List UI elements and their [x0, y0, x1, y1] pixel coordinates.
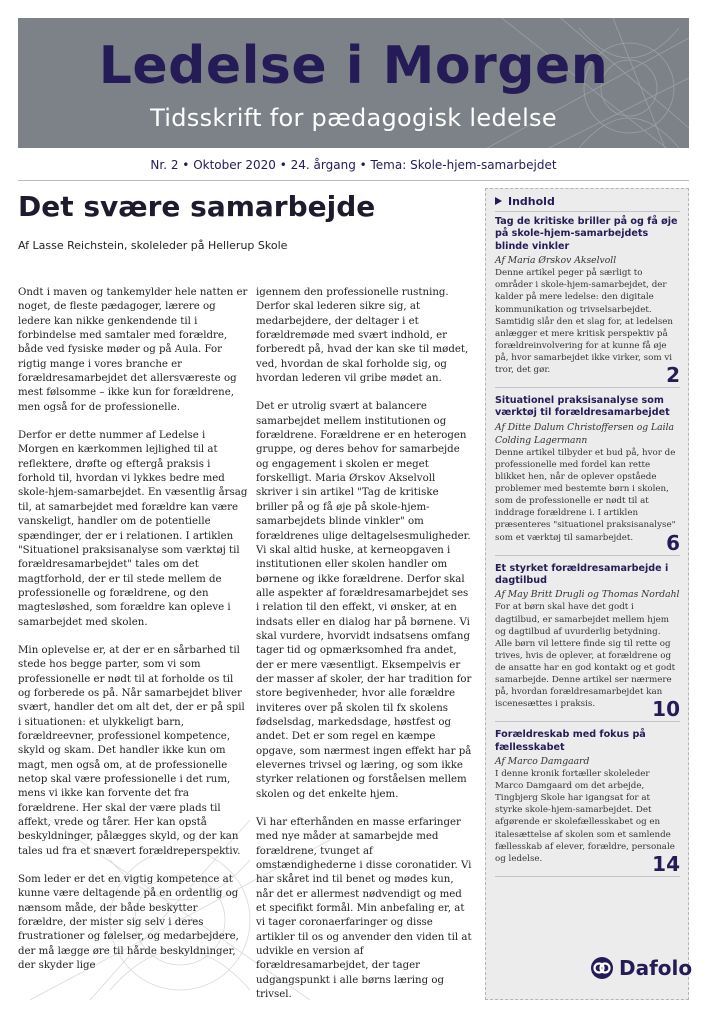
toc-item-page-number: 2 [666, 363, 680, 388]
toc-item[interactable] [495, 216, 680, 388]
article-paragraph: Vi har efterhånden en masse erfaringer med nye måder at samarbejde med forældrene, tvunget af omstændighederne i disse coronatider. Vi har skåret ind til benet og mødes kun, når det er allermest nødvendigt og med et specifikt formål. Min anbefaling er, at vi tager coronaerfaringer og disse artikler til os og anvender den viden til at udvikle en version af forældresamarbejdet, der tager udgangspunkt i alle børns læring og trivsel. [256, 817, 472, 1001]
toc-item-description: For at børn skal have det godt i dagtilbud, er samarbejdet mellem hjem og dagtilbud af uvurderlig betydning. Alle børn vil lettere finde sig til rette og trives, hvis de oplever, at forældrene og de ansatte har en god kontakt og et godt samarbejde. Denne artikel ser nærmere på, hvordan forældresamarbejdet kan iscenesættes i praksis. [495, 602, 676, 710]
article-column-1 [18, 286, 248, 987]
header-divider [18, 180, 689, 181]
toc-item-page-number: 6 [666, 530, 680, 555]
magazine-subtitle: Tidsskrift for pædagogisk ledelse [150, 104, 557, 132]
contents-heading [495, 195, 680, 212]
toc-item-title: Forældreskab med fokus på fællesskabet [495, 729, 646, 753]
toc-item-author: Af Maria Ørskov Akselvoll [495, 255, 617, 267]
toc-item-title: Tag de kritiske briller på og få øje på skole-hjem-samarbejdets blinde vinkler [495, 216, 678, 252]
toc-item[interactable] [495, 729, 680, 877]
toc-item-author: Af May Britt Drugli og Thomas Nordahl [495, 589, 680, 601]
dafolo-logo-icon [590, 956, 614, 980]
article-paragraph: Ondt i maven og tankemylder hele natten er noget, de fleste pædagoger, lærere og ledere kan nikke genkendende til i forbindelse med samtaler med forældre, både ved fysiske møder og på Aula. For rigtig mange i vores branche er forældresamarbejdet det allersværeste og mest følsomme – ikke kun for forældrene, men også for de professionelle. [18, 287, 248, 413]
article-column-2 [256, 286, 472, 1017]
article-paragraph: igennem den professionelle rustning. Derfor skal lederen sikre sig, at medarbejdere, der deltager i et forældremøde med svært indhold, er forberedt på, hvad der kan ske til mødet, ved, hvordan de skal forholde sig, og hvordan lederen vil gribe mødet an. [256, 287, 469, 385]
contents-sidebar [485, 188, 689, 1000]
issue-line: Nr. 2 • Oktober 2020 • 24. årgang • Tema: Skole-hjem-samarbejdet [150, 158, 557, 172]
toc-item-page-number: 14 [652, 851, 680, 876]
toc-item-author: Af Ditte Dalum Christoffersen og Laila Colding Lagermann [495, 421, 674, 446]
toc-item-description: Denne artikel peger på særligt to områder i skole-hjem-samarbejdet, der kalder på mere ledelse: den digitale kommunikation og trivselsarbejdet. Samtidig slår den et slag for, at ledelsen anlægger et mere kritisk perspektiv på forældreinvolvering for at kunne få øje på, hvor samarbejdet ikke virker, som vi tror, det gør. [495, 268, 674, 375]
toc-item[interactable] [495, 563, 680, 723]
masthead [18, 18, 689, 148]
contents-heading-label: Indhold [508, 195, 555, 208]
article-paragraph: Derfor er dette nummer af Ledelse i Morgen en kærkommen lejlighed til at reflektere, drøfte og eftergå praksis i forhold til, hvordan vi lykkes bedre med skole-hjem-samarbejdet. En væsentlig årsag til, at samarbejdet med forældre kan være vanskeligt, handler om de potentielle spændinger, der er i relationen. I artiklen "Situationel praksisanalyse som værktøj til forældresamarbejdet" tales om det magtforhold, der er til stede mellem de professionelle og forældrene, og den magtesløshed, som forældre kan opleve i samarbejdet med skolen. [18, 430, 248, 628]
article-paragraph: Min oplevelse er, at der er en sårbarhed til stede hos begge parter, som vi som professionelle er nødt til at forholde os til og forberede os på. Når samarbejdet bliver svært, handler det om alt det, der er på spil i situationen: et ulykkeligt barn, forældreevner, professionel kompetence, skyld og skam. Det handler ikke kun om magt, men også om, at de professionelle netop skal være professionelle i det rum, mens vi ikke kan forvente det fra forældrene. Her skal der være plads til affekt, vrede og tårer. Her kan opstå beskyldninger, pålægges skyld, og der kan tales ud fra et snævert forældreperspektiv. [18, 644, 245, 857]
toc-item-title: Et styrket forældresamarbejde i dagtilbud [495, 562, 669, 587]
toc-item-description: I denne kronik fortæller skoleleder Marco Damgaard om det arbejde, Tingbjerg Skole har igangsat for at styrke skole-hjem-samarbejdet. Det afgørende er skolefællesskabet og en italesættelse af skolen som et samlende fællesskab af elever, forældre, personale og ledelse. [495, 769, 675, 864]
article-title: Det svære samarbejde [18, 190, 376, 223]
article-paragraph: Som leder er det en vigtig kompetence at kunne være deltagende på en ordentlig og nænsom måde, der både beskytter forældre, der mister sig selv i deres frustrationer og følelser, og medarbejdere, der må lægge øre til hårde beskyldninger, der skyder lige [18, 874, 239, 972]
article-paragraph: Det er utrolig svært at balancere samarbejdet mellem institutionen og forældrene. Forældrene er en heterogen gruppe, og deres behov for samarbejde og engagement i skolen er meget forskelligt. Maria Ørskov Akselvoll skriver i sin artikel "Tag de kritiske briller på og få øje på skole-hjem-samarbejdets blinde vinkler" om forældrenes ulige deltagelsesmuligheder. Vi skal altid huske, at kerneopgaven i institutionen eller skolen handler om børnene og ikke forældrene. Derfor skal alle aspekter af forældresamarbejdet ses i relation til den effekt, vi ønsker, at en indsats eller en dialog har på børnene. Vi skal vurdere, hvorvidt indsatsens omfang tager tid og opmærksomhed fra andet, der er mere væsentligt. Eksempelvis er der masser af skoler, der har tradition for store begivenheder, hvor alle forældre inviteres over på skolen til fx skolens fødselsdag, markedsdage, høstfest og andet. Det er som regel en kæmpe opgave, som nærmest ingen effekt har på elevernes trivsel og læring, og som ikke styrker relationen og forståelsen mellem skolen og det enkelte hjem. [256, 401, 472, 800]
triangle-right-icon [495, 197, 502, 205]
magazine-title: Ledelse i Morgen [98, 36, 609, 96]
toc-item-description: Denne artikel tilbyder et bud på, hvor de professionelle med fordel kan rette blikket hen, når de oplever opståede problemer med bestemte børn i skolen, som de professionelle er nødt til at inddrage forældrene i. I artiklen præsenteres "situationel praksisanalyse" som et værktøj til samarbejdet. [495, 447, 676, 543]
toc-item-page-number: 10 [652, 697, 680, 722]
article-byline: Af Lasse Reichstein, skoleleder på Hellerup Skole [18, 239, 288, 252]
toc-item-title: Situationel praksisanalyse som værktøj til forældresamarbejdet [495, 395, 670, 419]
publisher-logo [590, 956, 692, 980]
publisher-name: Dafolo [619, 956, 693, 980]
toc-item[interactable] [495, 395, 680, 556]
toc-item-author: Af Marco Damgaard [495, 756, 590, 768]
